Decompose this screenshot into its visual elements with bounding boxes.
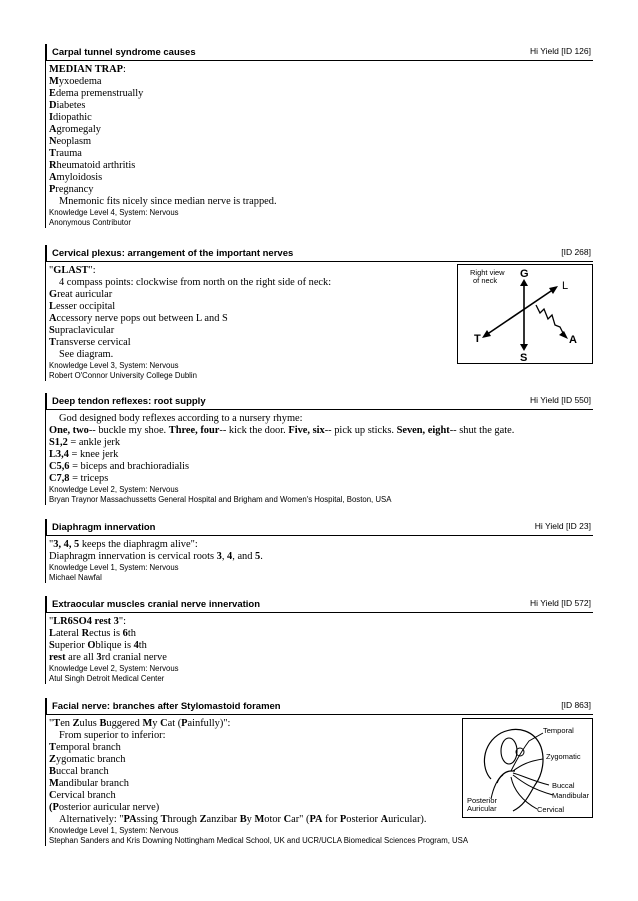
label-cervical: Cervical — [537, 805, 565, 814]
entry-deep-tendon-reflexes — [45, 393, 593, 505]
bold-text: Five, six — [288, 425, 325, 436]
bold-text: T — [53, 718, 61, 729]
text-line — [49, 539, 593, 551]
text-line — [49, 640, 593, 652]
label-zygomatic: Zygomatic — [546, 752, 581, 761]
entry-header — [45, 245, 593, 262]
neck-compass-diagram — [457, 264, 593, 364]
bold-text: 3 — [96, 652, 102, 663]
text-run: andibular branch — [58, 778, 129, 789]
text-run: myloidosis — [56, 172, 103, 183]
text-line — [49, 184, 593, 196]
text-run: uggered — [106, 718, 143, 729]
knowledge-level: Knowledge Level 1, System: Nervous — [49, 826, 179, 835]
entry-cervical-plexus — [45, 245, 593, 381]
bold-text: P — [181, 718, 188, 729]
entry-title: Facial nerve: branches after Stylomastoid foramen — [52, 701, 281, 712]
text-run: rauma — [55, 148, 82, 159]
bold-text: PA — [309, 814, 323, 825]
text-line — [49, 652, 593, 664]
bold-text: L — [49, 301, 56, 312]
bold-text: 3, 4, 5 — [53, 539, 80, 550]
contributor: Michael Nawfal — [49, 573, 102, 582]
text-run: ulus — [79, 718, 100, 729]
bold-text: R — [49, 160, 57, 171]
text-run: " — [49, 718, 54, 729]
bold-text: B — [99, 718, 107, 729]
text-run: ccessory nerve pops out between L and S — [56, 313, 228, 324]
text-run: ygomatic branch — [55, 754, 126, 765]
bold-text: C — [160, 718, 168, 729]
contributor: Atul Singh Detroit Medical Center — [49, 674, 165, 683]
text-run: See diagram. — [59, 349, 114, 360]
text-run: -- buckle my shoe. — [88, 425, 169, 436]
entry-text — [49, 64, 593, 208]
text-run: -- pick up sticks. — [324, 425, 397, 436]
text-run: otor — [264, 814, 284, 825]
knowledge-level: Knowledge Level 3, System: Nervous — [49, 361, 179, 370]
text-run: diopathic — [53, 112, 92, 123]
text-run: yxoedema — [58, 76, 102, 87]
text-run: uccal branch — [55, 766, 109, 777]
text-run: Alternatively: " — [59, 814, 124, 825]
entry-meta: Hi Yield [ID 126] — [530, 46, 591, 56]
text-run: = ankle jerk — [67, 437, 121, 448]
bold-text: C5,6 — [49, 461, 70, 472]
contributor: Bryan Traynor Massachussetts General Hospital and Brigham and Women's Hospital, Boston, USA — [49, 495, 392, 504]
text-run: blique is — [95, 640, 134, 651]
entry-header — [45, 519, 593, 536]
bold-text: 6 — [122, 628, 128, 639]
text-run: ainfully)": — [187, 718, 231, 729]
entry-meta: [ID 863] — [561, 700, 591, 710]
text-run: , and — [232, 551, 256, 562]
bold-text: ( — [49, 802, 53, 813]
entry-body — [45, 613, 593, 684]
text-run: : — [123, 64, 126, 75]
text-line — [49, 88, 593, 100]
text-run: -- shut the gate. — [449, 425, 515, 436]
text-run: rd cranial nerve — [101, 652, 167, 663]
label-a: A — [569, 334, 577, 346]
bold-text: Z — [72, 718, 80, 729]
entry-title: Deep tendon reflexes: root supply — [52, 396, 206, 407]
bold-text: O — [87, 640, 96, 651]
bold-text: L3,4 — [49, 449, 69, 460]
entry-title: Diaphragm innervation — [52, 522, 156, 533]
entry-title: Cervical plexus: arrangement of the important nerves — [52, 248, 294, 259]
text-run: uperior — [54, 640, 88, 651]
text-run: " — [49, 539, 54, 550]
text-run: ransverse cervical — [55, 337, 131, 348]
entry-title: Carpal tunnel syndrome causes — [52, 47, 196, 58]
text-run: keeps the diaphragm alive": — [79, 539, 198, 550]
text-line — [49, 112, 593, 124]
bold-text: T — [49, 742, 56, 753]
text-run: = biceps and brachioradialis — [69, 461, 190, 472]
bold-text: L — [49, 628, 56, 639]
text-run: ateral — [55, 628, 82, 639]
label-t: T — [474, 333, 481, 345]
bold-text: PA — [123, 814, 137, 825]
bold-text: B — [49, 766, 56, 777]
text-line — [49, 148, 593, 160]
bold-text: M — [49, 76, 59, 87]
text-run: osterior auricular nerve) — [58, 802, 160, 813]
text-run: heumatoid arthritis — [56, 160, 136, 171]
label-posterior: Posterior — [467, 796, 498, 805]
entry-extraocular-muscles — [45, 596, 593, 684]
contributor: Robert O'Connor University College Dublin — [49, 371, 197, 380]
text-run: for — [322, 814, 340, 825]
entry-carpal-tunnel — [45, 44, 593, 228]
entry-meta: Hi Yield [ID 572] — [530, 598, 591, 608]
text-line — [49, 172, 593, 184]
text-run: " — [49, 265, 54, 276]
text-run: osterior — [346, 814, 381, 825]
diagram-caption-line1: Right view — [470, 268, 505, 277]
entry-header — [45, 393, 593, 410]
label-mandibular: Mandibular — [552, 791, 590, 800]
entry-title: Extraocular muscles cranial nerve innervation — [52, 599, 261, 610]
knowledge-level: Knowledge Level 4, System: Nervous — [49, 208, 179, 217]
bold-text: M — [254, 814, 265, 825]
bold-text: 4 — [227, 551, 233, 562]
bold-text: T — [160, 814, 168, 825]
entry-meta: Hi Yield [ID 23] — [534, 521, 591, 531]
bold-text: Z — [49, 754, 56, 765]
bold-text: N — [49, 136, 57, 147]
text-run: y — [246, 814, 255, 825]
text-run: , — [221, 551, 228, 562]
text-run: God designed body reflexes according to a nursery rhyme: — [59, 413, 303, 424]
bold-text: 4 — [133, 640, 139, 651]
entry-header — [45, 596, 593, 613]
text-run: anzibar — [206, 814, 240, 825]
text-run: dema premenstrually — [55, 88, 144, 99]
bold-text: Z — [199, 814, 207, 825]
text-run: ectus is — [89, 628, 123, 639]
text-line — [49, 160, 593, 172]
text-line — [49, 425, 593, 437]
text-line — [49, 136, 593, 148]
text-run: . — [260, 551, 263, 562]
text-run: iabetes — [56, 100, 86, 111]
bold-text: A — [49, 124, 57, 135]
text-run: ssing — [136, 814, 161, 825]
bold-text: C7,8 — [49, 473, 70, 484]
document-page — [45, 44, 593, 846]
text-run: esser occipital — [55, 301, 116, 312]
knowledge-level: Knowledge Level 2, System: Nervous — [49, 664, 179, 673]
bold-text: E — [49, 88, 56, 99]
knowledge-level: Knowledge Level 1, System: Nervous — [49, 563, 179, 572]
text-run: regnancy — [55, 184, 94, 195]
bold-text: Seven, eight — [396, 425, 450, 436]
text-line — [49, 437, 593, 449]
knowledge-level: Knowledge Level 2, System: Nervous — [49, 485, 179, 494]
entry-diaphragm-innervation — [45, 519, 593, 583]
text-run: -- kick the door. — [219, 425, 289, 436]
bold-text: 3 — [216, 551, 222, 562]
text-run: th — [138, 640, 147, 651]
entry-text — [49, 616, 593, 664]
text-run: From superior to inferior: — [59, 730, 166, 741]
entry-body — [45, 262, 593, 381]
bold-text: M — [49, 778, 59, 789]
bold-text: LR6SO4 rest 3 — [53, 616, 119, 627]
text-run: 4 compass points: clockwise from north on the right side of neck: — [59, 277, 332, 288]
label-s: S — [520, 352, 528, 363]
bold-text: D — [49, 100, 57, 111]
bold-text: I — [49, 112, 54, 123]
bold-text: One, two — [49, 425, 89, 436]
bold-text: A — [49, 172, 57, 183]
text-line — [49, 628, 593, 640]
bold-text: P — [339, 814, 347, 825]
bold-text: C — [283, 814, 292, 825]
entry-meta: Hi Yield [ID 550] — [530, 395, 591, 405]
text-run: ervical branch — [56, 790, 116, 801]
text-run: ": — [118, 616, 127, 627]
entry-header — [45, 44, 593, 61]
bold-text: P — [49, 184, 56, 195]
text-run: th — [127, 628, 136, 639]
text-line — [49, 64, 593, 76]
text-run: gromegaly — [56, 124, 101, 135]
bold-text: B — [239, 814, 247, 825]
entry-body — [45, 715, 593, 846]
bold-text: M — [142, 718, 153, 729]
text-run: uricular). — [388, 814, 427, 825]
entry-facial-nerve — [45, 698, 593, 846]
label-g: G — [520, 268, 529, 280]
text-run: = triceps — [69, 473, 109, 484]
text-run: hrough — [167, 814, 200, 825]
label-l: L — [562, 280, 569, 292]
text-run: ": — [88, 265, 96, 276]
bold-text: rest — [49, 652, 66, 663]
entry-meta: [ID 268] — [561, 247, 591, 257]
text-line — [49, 461, 593, 473]
diagram-caption-line2: of neck — [473, 276, 498, 285]
text-run: are all — [65, 652, 97, 663]
text-line — [49, 124, 593, 136]
text-run: ar" ( — [291, 814, 310, 825]
bold-text: MEDIAN TRAP — [49, 64, 123, 75]
bold-text: S1,2 — [49, 437, 68, 448]
text-run: Diaphragm innervation is cervical roots — [49, 551, 217, 562]
text-line — [49, 100, 593, 112]
text-run: at ( — [167, 718, 182, 729]
bold-text: S — [49, 640, 55, 651]
bold-text: P — [52, 802, 59, 813]
bold-text: C — [49, 790, 57, 801]
text-line — [49, 196, 593, 208]
text-run: y — [152, 718, 161, 729]
text-run: en — [60, 718, 73, 729]
entry-body — [45, 61, 593, 228]
text-run: eoplasm — [56, 136, 92, 147]
bold-text: Three, four — [168, 425, 220, 436]
bold-text: A — [49, 313, 57, 324]
text-line — [49, 76, 593, 88]
text-line — [49, 413, 593, 425]
contributor: Anonymous Contributor — [49, 218, 131, 227]
text-run: upraclavicular — [54, 325, 115, 336]
entry-body — [45, 410, 593, 505]
text-run: " — [49, 616, 54, 627]
bold-text: T — [49, 148, 56, 159]
entry-text — [49, 413, 593, 485]
text-line — [49, 616, 593, 628]
entry-body — [45, 536, 593, 583]
text-run: reat auricular — [57, 289, 113, 300]
label-temporal: Temporal — [543, 726, 574, 735]
bold-text: GLAST — [53, 265, 89, 276]
label-buccal: Buccal — [552, 781, 575, 790]
entry-header — [45, 698, 593, 715]
facial-nerve-diagram — [462, 718, 593, 818]
text-run: Mnemonic fits nicely since median nerve is trapped. — [59, 196, 277, 207]
bold-text: 5 — [255, 551, 261, 562]
text-line — [49, 449, 593, 461]
bold-text: R — [81, 628, 90, 639]
bold-text: G — [49, 289, 58, 300]
contributor: Stephan Sanders and Kris Downing Nottingham Medical School, UK and UCR/UCLA Biomedical Sciences Program, USA — [49, 836, 469, 845]
label-auricular: Auricular — [467, 804, 497, 813]
text-run: emporal branch — [55, 742, 121, 753]
text-run: = knee jerk — [68, 449, 119, 460]
text-line — [49, 551, 593, 563]
bold-text: S — [49, 325, 55, 336]
bold-text: A — [380, 814, 389, 825]
entry-text — [49, 539, 593, 563]
bold-text: T — [49, 337, 56, 348]
text-line — [49, 473, 593, 485]
